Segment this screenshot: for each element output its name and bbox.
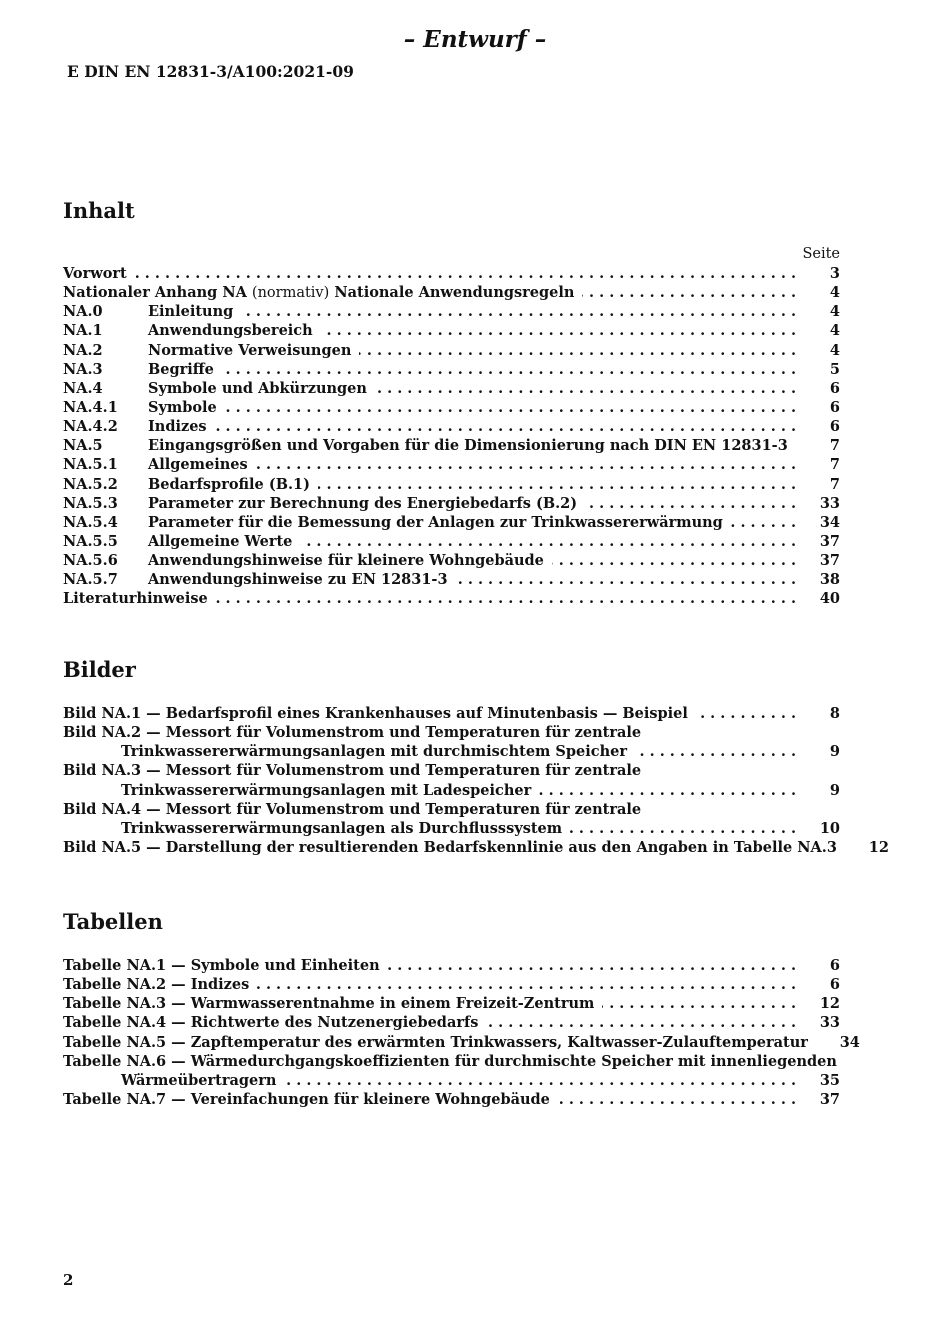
toc-entry-title bbox=[148, 532, 292, 551]
table-entry-title-continued: Wärmeübertragern bbox=[121, 1071, 277, 1089]
toc-entry[interactable] bbox=[63, 379, 840, 398]
table-entry-title: Tabelle NA.1 — Symbole und Einheiten bbox=[63, 957, 380, 974]
table-entry-page: 6 bbox=[829, 957, 840, 974]
toc-entry-title-text: Anwendungshinweise für kleinere Wohngebäude bbox=[148, 552, 544, 570]
toc-entry-title bbox=[148, 494, 577, 513]
toc-entry-page: 6 bbox=[829, 418, 840, 436]
dot-leader bbox=[321, 321, 796, 340]
tables-heading: Tabellen bbox=[63, 909, 163, 934]
toc-entry[interactable] bbox=[63, 302, 840, 321]
table-entry-page: 6 bbox=[829, 976, 840, 994]
toc-entry[interactable] bbox=[63, 398, 840, 417]
dot-leader bbox=[225, 398, 796, 417]
table-entry[interactable] bbox=[63, 1090, 840, 1109]
toc-entry-title-text: Allgemeines bbox=[148, 456, 248, 474]
document-id: E DIN EN 12831-3/A100:2021-09 bbox=[67, 62, 354, 81]
toc-entry-page: 6 bbox=[829, 379, 840, 397]
toc-entry-page: 7 bbox=[829, 475, 840, 493]
figure-entry-continuation[interactable] bbox=[63, 781, 840, 800]
dot-leader bbox=[602, 994, 796, 1013]
dot-leader bbox=[318, 475, 796, 494]
toc-entry-title bbox=[148, 360, 214, 379]
toc-list bbox=[63, 264, 840, 609]
table-entry[interactable] bbox=[63, 994, 840, 1013]
toc-entry[interactable] bbox=[63, 436, 840, 455]
dot-leader bbox=[256, 455, 796, 474]
toc-entry-title bbox=[148, 302, 233, 321]
toc-entry-title-text: Indizes bbox=[148, 418, 207, 436]
toc-entry-number: NA.5 bbox=[63, 437, 103, 455]
toc-entry-title-tail: Nationale Anwendungsregeln bbox=[334, 284, 575, 302]
table-entry-title: Tabelle NA.6 — Wärmedurchgangskoeffizienten für durchmischte Speicher mit innenliegenden bbox=[63, 1052, 837, 1070]
toc-entry-number: NA.5.6 bbox=[63, 552, 118, 570]
figures-section bbox=[63, 656, 889, 857]
toc-entry-page: 6 bbox=[829, 398, 840, 416]
dot-leader bbox=[731, 513, 796, 532]
tables-list bbox=[63, 956, 860, 1109]
figure-entry[interactable] bbox=[63, 800, 840, 819]
figure-entry[interactable] bbox=[63, 761, 840, 780]
toc-entry[interactable] bbox=[63, 513, 840, 532]
figure-entry-title: Bild NA.1 — Bedarfsprofil eines Krankenhauses auf Minutenbasis — Beispiel bbox=[63, 705, 688, 722]
toc-entry-title bbox=[148, 455, 248, 474]
toc-entry-title-text: Literaturhinweise bbox=[63, 590, 208, 608]
toc-entry-page: 4 bbox=[829, 322, 840, 340]
table-entry[interactable] bbox=[63, 1013, 840, 1032]
toc-entry-title-text: Bedarfsprofile (B.1) bbox=[148, 475, 310, 493]
toc-entry[interactable] bbox=[63, 494, 840, 513]
toc-entry-number: NA.3 bbox=[63, 360, 103, 378]
table-entry-page: 34 bbox=[839, 1033, 860, 1051]
toc-entry-page: 37 bbox=[819, 532, 840, 550]
dot-leader bbox=[300, 532, 796, 551]
figure-entry-title: Bild NA.2 — Messort für Volumenstrom und Temperaturen für zentrale bbox=[63, 724, 642, 742]
toc-entry-number: NA.4.1 bbox=[63, 398, 118, 416]
figures-heading: Bilder bbox=[63, 657, 136, 682]
toc-heading: Inhalt bbox=[63, 198, 135, 223]
dot-leader bbox=[582, 283, 796, 302]
toc-entry-page: 5 bbox=[829, 360, 840, 378]
dot-leader bbox=[696, 704, 796, 723]
figure-entry-page: 9 bbox=[829, 743, 840, 761]
toc-entry[interactable] bbox=[63, 264, 840, 283]
toc-entry-title-text: Allgemeine Werte bbox=[148, 532, 293, 550]
table-entry-title: Tabelle NA.3 — Warmwasserentnahme in einem Freizeit-Zentrum bbox=[63, 995, 595, 1013]
table-entry-title: Tabelle NA.7 — Vereinfachungen für kleinere Wohngebäude bbox=[63, 1090, 550, 1108]
toc-entry-title-text: Nationaler Anhang NA bbox=[63, 284, 247, 302]
toc-entry[interactable] bbox=[63, 551, 840, 570]
toc-entry[interactable] bbox=[63, 341, 840, 360]
dot-leader bbox=[570, 819, 796, 838]
toc-entry-title-text: Parameter zur Berechnung des Energiebedarfs (B.2) bbox=[148, 494, 578, 512]
table-entry-title: Tabelle NA.2 — Indizes bbox=[63, 976, 250, 994]
toc-entry-number: NA.2 bbox=[63, 341, 103, 359]
figure-entry-page: 8 bbox=[829, 705, 840, 722]
toc-entry-number: NA.5.7 bbox=[63, 571, 118, 589]
dot-leader bbox=[552, 551, 796, 570]
toc-entry[interactable] bbox=[63, 570, 840, 589]
toc-entry-title-text: Symbole bbox=[148, 398, 217, 416]
toc-entry-page: 4 bbox=[829, 341, 840, 359]
toc-entry-title bbox=[148, 398, 217, 417]
toc-entry-title bbox=[148, 417, 207, 436]
toc-entry[interactable] bbox=[63, 589, 840, 608]
tables-section bbox=[63, 908, 860, 1109]
table-entry-page: 37 bbox=[819, 1090, 840, 1108]
page-column-label: Seite bbox=[802, 246, 840, 262]
table-entry[interactable] bbox=[63, 1033, 860, 1052]
figure-entry-title: Bild NA.4 — Messort für Volumenstrom und Temperaturen für zentrale bbox=[63, 800, 642, 818]
table-entry-title: Tabelle NA.4 — Richtwerte des Nutzenergiebedarfs bbox=[63, 1014, 479, 1032]
figure-entry-continuation[interactable] bbox=[63, 819, 840, 838]
dot-leader bbox=[215, 417, 796, 436]
dot-leader bbox=[222, 360, 796, 379]
draft-label: – Entwurf – bbox=[403, 26, 547, 53]
table-entry-page: 33 bbox=[819, 1014, 840, 1032]
dot-leader bbox=[539, 781, 796, 800]
toc-entry-page: 7 bbox=[829, 437, 840, 455]
toc-entry-title-text: Parameter für die Bemessung der Anlagen zur Trinkwassererwärmung bbox=[148, 513, 723, 531]
toc-entry-title-text: Begriffe bbox=[148, 360, 214, 378]
toc-entry[interactable] bbox=[63, 417, 840, 436]
toc-entry[interactable] bbox=[63, 321, 840, 340]
toc-entry-title-text: Symbole und Abkürzungen bbox=[148, 379, 367, 397]
figures-list bbox=[63, 704, 889, 857]
toc-entry-page: 38 bbox=[819, 571, 840, 589]
dot-leader bbox=[558, 1090, 796, 1109]
toc-entry-title bbox=[63, 589, 208, 608]
toc-entry-page: 3 bbox=[829, 265, 840, 282]
figure-entry-title-continued: Trinkwassererwärmungsanlagen als Durchflusssystem bbox=[121, 819, 563, 837]
figure-entry-page: 9 bbox=[829, 781, 840, 799]
toc-entry-number: NA.0 bbox=[63, 303, 103, 321]
dot-leader bbox=[359, 341, 796, 360]
dot-leader bbox=[388, 956, 796, 975]
table-entry[interactable] bbox=[63, 975, 840, 994]
dot-leader bbox=[257, 975, 796, 994]
toc-entry-title bbox=[63, 264, 127, 283]
toc-entry[interactable] bbox=[63, 360, 840, 379]
table-entry-page: 12 bbox=[819, 995, 840, 1013]
dot-leader bbox=[241, 302, 796, 321]
dot-leader bbox=[635, 742, 796, 761]
toc-entry[interactable] bbox=[63, 475, 840, 494]
figure-entry-title: Bild NA.5 — Darstellung der resultierenden Bedarfskennlinie aus den Angaben in Tabelle NA.3 bbox=[63, 838, 837, 856]
toc-entry-number: NA.5.3 bbox=[63, 494, 118, 512]
figure-entry[interactable] bbox=[63, 838, 889, 857]
toc-entry-page: 33 bbox=[819, 494, 840, 512]
figure-entry-title-continued: Trinkwassererwärmungsanlagen mit durchmischtem Speicher bbox=[121, 743, 628, 761]
dot-leader bbox=[486, 1013, 796, 1032]
toc-entry-title bbox=[63, 283, 574, 303]
dot-leader bbox=[375, 379, 796, 398]
toc-entry-title bbox=[148, 436, 788, 455]
toc-entry-number: NA.5.4 bbox=[63, 513, 118, 531]
toc-entry-title-text: Vorwort bbox=[63, 265, 127, 282]
figure-entry-page: 12 bbox=[868, 838, 889, 856]
page-number: 2 bbox=[63, 1271, 74, 1289]
toc-entry-number: NA.1 bbox=[63, 322, 103, 340]
toc-entry-page: 4 bbox=[829, 303, 840, 321]
toc-entry-title bbox=[148, 321, 313, 340]
figure-entry-title-continued: Trinkwassererwärmungsanlagen mit Ladespeicher bbox=[121, 781, 532, 799]
dot-leader bbox=[456, 570, 796, 589]
table-entry-title: Tabelle NA.5 — Zapftemperatur des erwärmten Trinkwassers, Kaltwasser-Zulauftemperatur bbox=[63, 1033, 808, 1051]
table-entry[interactable] bbox=[63, 956, 840, 975]
toc-entry[interactable] bbox=[63, 455, 840, 474]
table-entry[interactable] bbox=[63, 1052, 840, 1071]
table-entry-continuation[interactable] bbox=[63, 1071, 840, 1090]
toc-entry-title bbox=[148, 570, 448, 589]
toc-entry-title-text: Anwendungshinweise zu EN 12831-3 bbox=[148, 571, 448, 589]
toc-entry-number: NA.4 bbox=[63, 379, 103, 397]
toc-entry-number: NA.5.1 bbox=[63, 456, 118, 474]
figure-entry[interactable] bbox=[63, 723, 840, 742]
toc-section bbox=[63, 197, 840, 609]
toc-entry-number: NA.4.2 bbox=[63, 418, 118, 436]
toc-entry-number: NA.5.2 bbox=[63, 475, 118, 493]
dot-leader bbox=[284, 1071, 796, 1090]
toc-entry-annex-type: (normativ) bbox=[251, 285, 330, 302]
toc-entry-title bbox=[148, 551, 544, 570]
figure-entry-title: Bild NA.3 — Messort für Volumenstrom und Temperaturen für zentrale bbox=[63, 762, 642, 780]
toc-entry-page: 34 bbox=[819, 513, 840, 531]
toc-entry-title bbox=[148, 379, 367, 398]
dot-leader bbox=[585, 494, 796, 513]
toc-entry[interactable] bbox=[63, 283, 840, 302]
toc-entry[interactable] bbox=[63, 532, 840, 551]
toc-entry-title-text: Einleitung bbox=[148, 303, 234, 321]
figure-entry[interactable] bbox=[63, 704, 840, 723]
toc-entry-title bbox=[148, 475, 310, 494]
figure-entry-page: 10 bbox=[819, 819, 840, 837]
toc-entry-title-text: Normative Verweisungen bbox=[148, 341, 352, 359]
toc-entry-page: 4 bbox=[829, 284, 840, 302]
table-entry-page: 35 bbox=[819, 1071, 840, 1089]
toc-entry-page: 7 bbox=[829, 456, 840, 474]
toc-entry-title bbox=[148, 513, 723, 532]
toc-entry-number: NA.5.5 bbox=[63, 532, 118, 550]
figure-entry-continuation[interactable] bbox=[63, 742, 840, 761]
dot-leader bbox=[135, 264, 796, 283]
toc-entry-page: 37 bbox=[819, 552, 840, 570]
toc-entry-title-text: Anwendungsbereich bbox=[148, 322, 313, 340]
toc-entry-page: 40 bbox=[819, 590, 840, 608]
toc-entry-title-text: Eingangsgrößen und Vorgaben für die Dimensionierung nach DIN EN 12831-3 bbox=[148, 437, 788, 455]
toc-entry-title bbox=[148, 341, 351, 360]
dot-leader bbox=[216, 589, 796, 608]
